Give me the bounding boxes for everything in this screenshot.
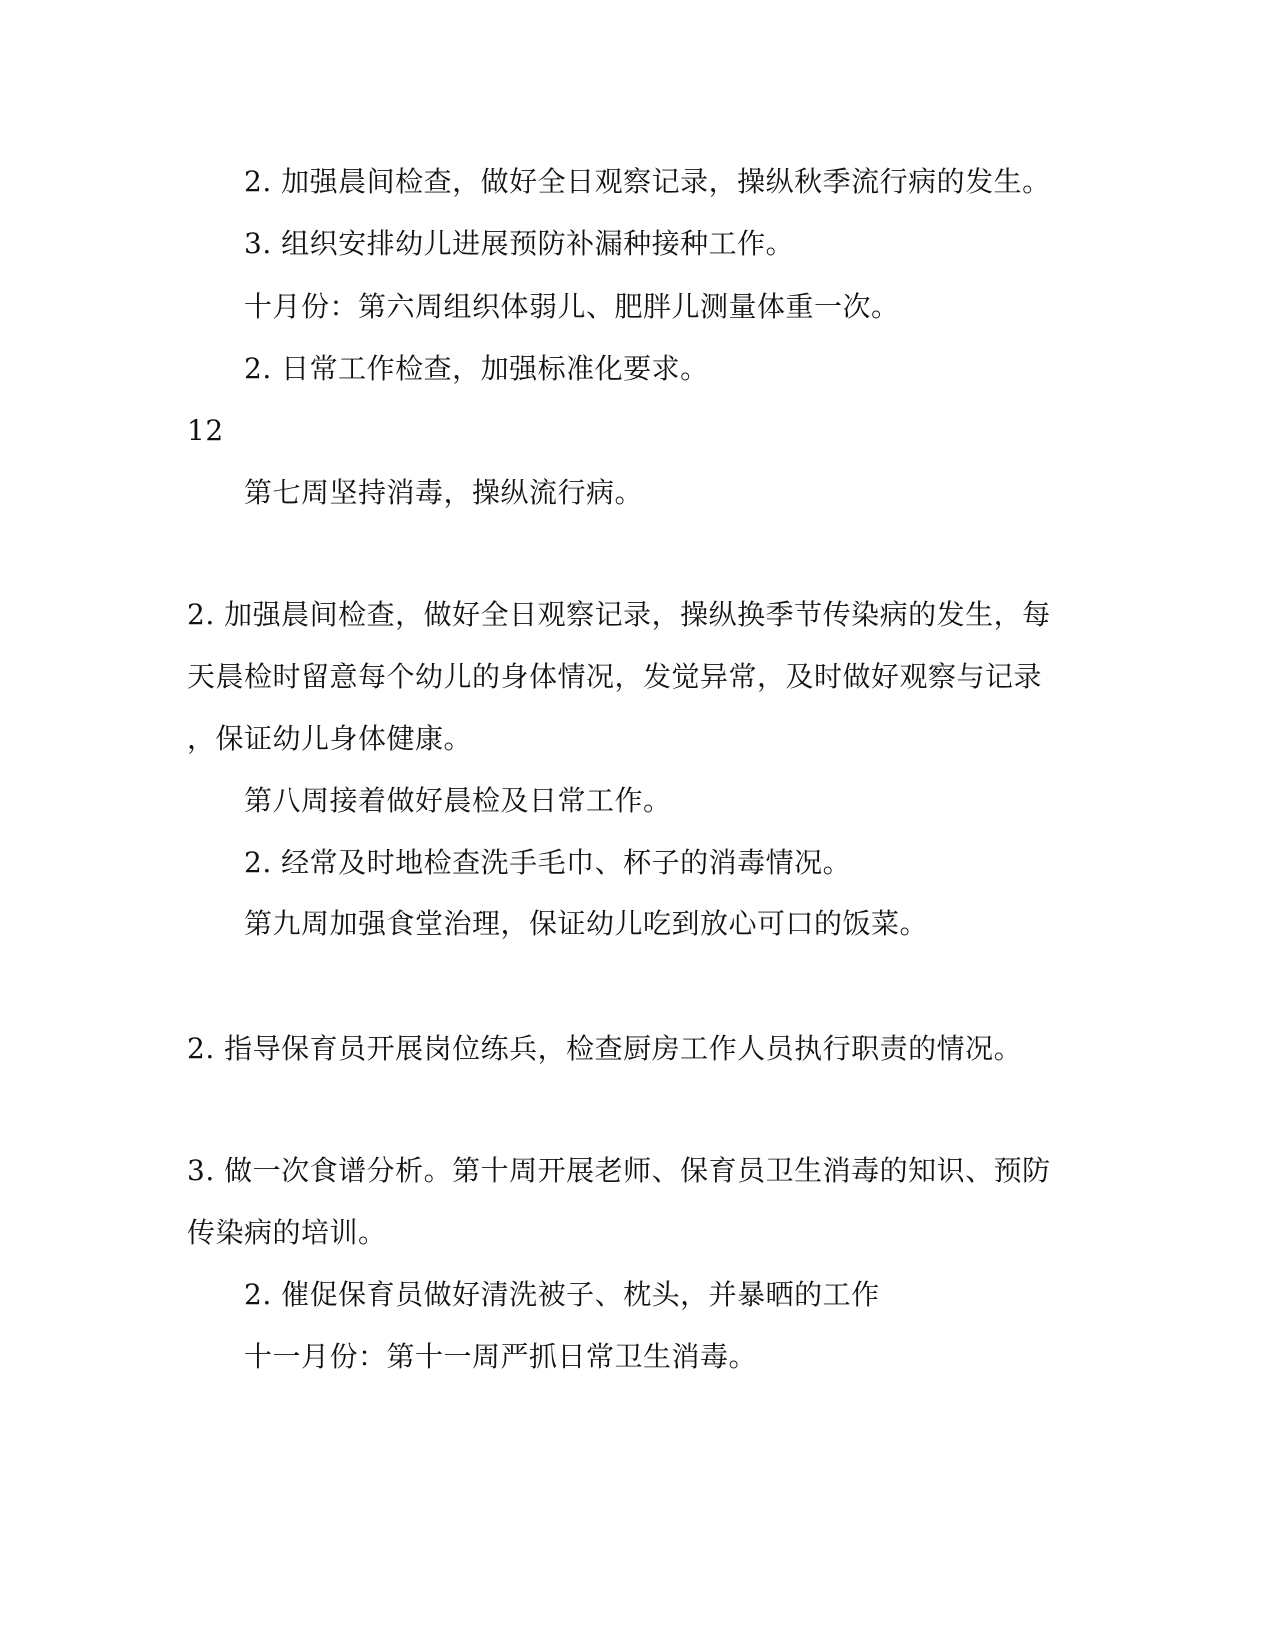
text-line: 天晨检时留意每个幼儿的身体情况，发觉异常，及时做好观察与记录	[187, 660, 1043, 693]
text-line: ，保证幼儿身体健康。	[187, 722, 473, 755]
text-line: 第九周加强食堂治理，保证幼儿吃到放心可口的饭菜。	[244, 907, 929, 940]
page-number: 12	[187, 414, 224, 447]
text-line: 第七周坚持消毒，操纵流行病。	[244, 476, 644, 509]
text-line: 十一月份：第十一周严抓日常卫生消毒。	[244, 1340, 758, 1373]
text-line: 第八周接着做好晨检及日常工作。	[244, 784, 672, 817]
text-line: 2. 经常及时地检查洗手毛巾、杯子的消毒情况。	[244, 846, 852, 879]
text-line: 2. 指导保育员开展岗位练兵，检查厨房工作人员执行职责的情况。	[187, 1032, 1023, 1065]
text-line: 十月份：第六周组织体弱儿、肥胖儿测量体重一次。	[244, 290, 900, 323]
text-line: 2. 催促保育员做好清洗被子、枕头，并暴晒的工作	[244, 1278, 880, 1311]
text-line: 2. 加强晨间检查，做好全日观察记录，操纵换季节传染病的发生，每	[187, 598, 1051, 631]
text-line: 2. 加强晨间检查，做好全日观察记录，操纵秋季流行病的发生。	[244, 165, 1051, 198]
text-line: 3. 做一次食谱分析。第十周开展老师、保育员卫生消毒的知识、预防	[187, 1154, 1051, 1187]
text-line: 3. 组织安排幼儿进展预防补漏种接种工作。	[244, 227, 795, 260]
text-line: 2. 日常工作检查，加强标准化要求。	[244, 352, 709, 385]
text-line: 传染病的培训。	[187, 1216, 387, 1249]
